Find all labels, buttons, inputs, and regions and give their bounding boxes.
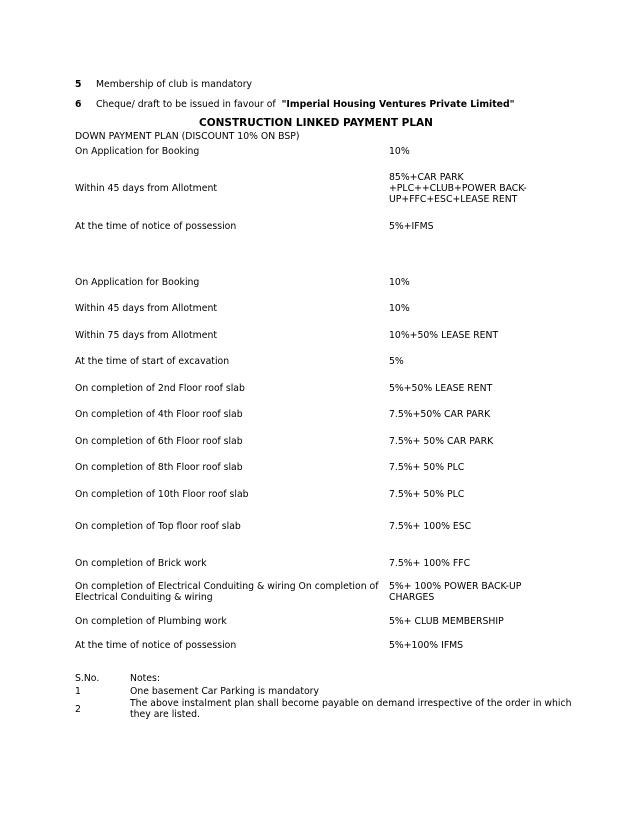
note-text-line: they are listed.: [130, 709, 200, 720]
row-value-line: UP+FFC+ESC+LEASE RENT: [389, 194, 518, 205]
row-label: On Application for Booking: [75, 277, 200, 288]
plan-title: CONSTRUCTION LINKED PAYMENT PLAN: [199, 117, 433, 129]
row-label: At the time of notice of possession: [75, 221, 237, 232]
row-value: 10%: [389, 146, 410, 157]
item-number: 6: [75, 99, 82, 110]
item-text: Membership of club is mandatory: [96, 79, 253, 90]
row-label: Within 45 days from Allotment: [75, 303, 217, 314]
item-number: 5: [75, 79, 82, 90]
note-number: 1: [75, 686, 81, 697]
row-value: 10%: [389, 303, 410, 314]
row-value: 10%+50% LEASE RENT: [389, 330, 499, 341]
row-label: On completion of Top floor roof slab: [75, 521, 241, 532]
row-label: On completion of 8th Floor roof slab: [75, 462, 243, 473]
row-label: On completion of 2nd Floor roof slab: [75, 383, 245, 394]
row-value: 5%+100% IFMS: [389, 640, 464, 651]
row-value: 10%: [389, 277, 410, 288]
row-value: 7.5%+ 100% ESC: [389, 521, 472, 532]
item-text: [96, 99, 515, 110]
row-value: 5%: [389, 356, 404, 367]
row-value-line: +PLC++CLUB+POWER BACK-: [389, 183, 527, 194]
row-label-line: On completion of Electrical Conduiting & wiring On completion of: [75, 581, 379, 592]
down-payment-heading: DOWN PAYMENT PLAN (DISCOUNT 10% ON BSP): [75, 131, 300, 142]
row-label: Within 45 days from Allotment: [75, 183, 217, 194]
row-label: At the time of start of excavation: [75, 356, 230, 367]
item-text-prefix: Cheque/ draft to be issued in favour of: [96, 99, 282, 110]
row-value: 5%+IFMS: [389, 221, 434, 232]
payee-name: "Imperial Housing Ventures Private Limited": [281, 99, 515, 110]
row-label: At the time of notice of possession: [75, 640, 237, 651]
row-label: Within 75 days from Allotment: [75, 330, 217, 341]
row-label: On completion of Plumbing work: [75, 616, 227, 627]
row-label: On completion of 4th Floor roof slab: [75, 409, 243, 420]
notes-header: Notes:: [130, 673, 160, 684]
row-value: 7.5%+ 100% FFC: [389, 558, 471, 569]
note-number: 2: [75, 704, 81, 715]
row-value-line: CHARGES: [389, 592, 435, 603]
row-value: 5%+ CLUB MEMBERSHIP: [389, 616, 504, 627]
row-value-line: 5%+ 100% POWER BACK-UP: [389, 581, 522, 592]
row-value: 7.5%+50% CAR PARK: [389, 409, 491, 420]
row-value: 7.5%+ 50% CAR PARK: [389, 436, 494, 447]
row-value: 5%+50% LEASE RENT: [389, 383, 493, 394]
note-text-line: The above instalment plan shall become payable on demand irrespective of the order in which: [130, 698, 572, 709]
row-value: 7.5%+ 50% PLC: [389, 489, 465, 500]
note-text: One basement Car Parking is mandatory: [130, 686, 319, 697]
row-label: On completion of 10th Floor roof slab: [75, 489, 249, 500]
row-value-line: 85%+CAR PARK: [389, 172, 464, 183]
row-label: On completion of 6th Floor roof slab: [75, 436, 243, 447]
row-value: 7.5%+ 50% PLC: [389, 462, 465, 473]
row-label: On completion of Brick work: [75, 558, 207, 569]
row-label: On Application for Booking: [75, 146, 200, 157]
row-label-line: Electrical Conduiting & wiring: [75, 592, 213, 603]
notes-sno-header: S.No.: [75, 673, 100, 684]
